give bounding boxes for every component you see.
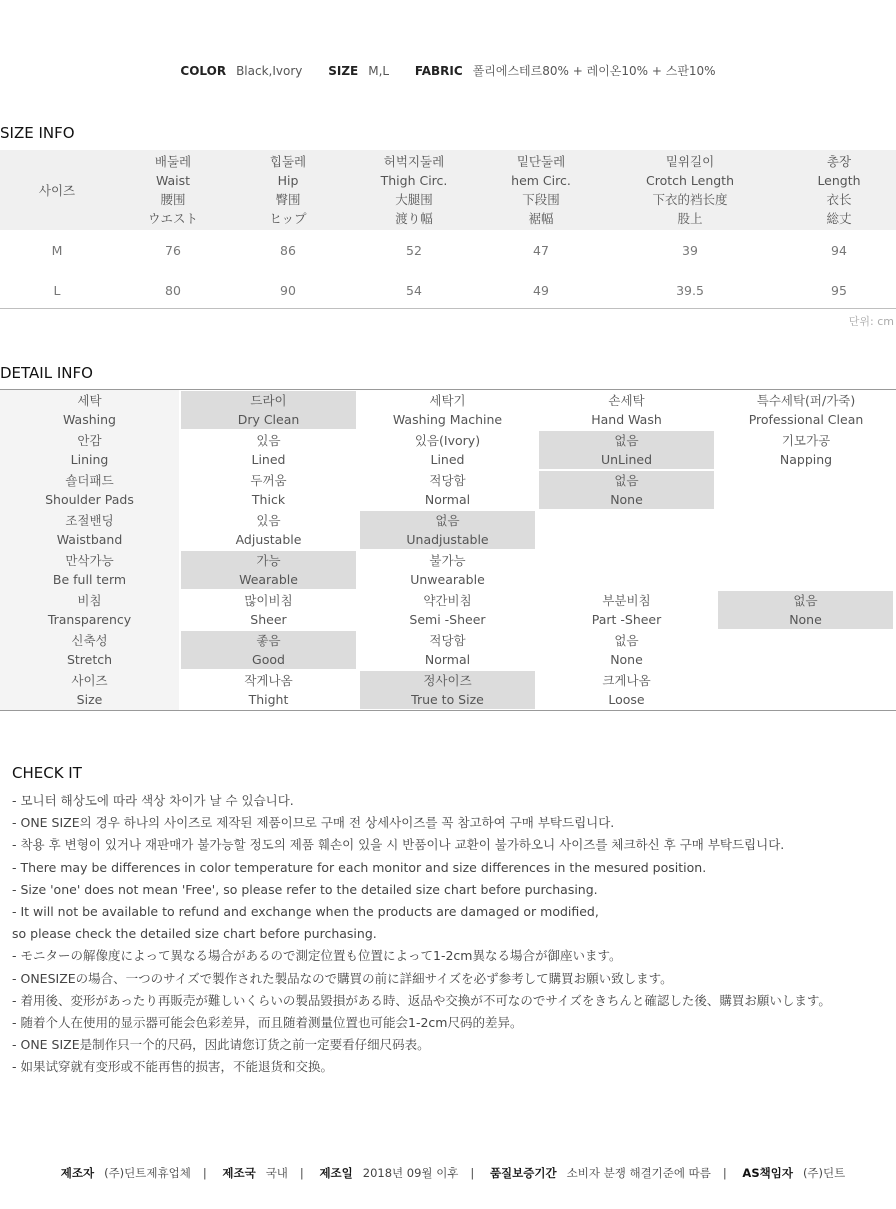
size-header-text: 下衣的裆长度 [652, 192, 728, 207]
divider [0, 308, 896, 309]
detail-option-cell [716, 550, 896, 590]
detail-option-cell [716, 430, 896, 470]
size-header-text: Crotch Length [645, 173, 735, 188]
size-header-cell [344, 150, 484, 230]
detail-option-cell [716, 670, 896, 710]
size-cell: M [51, 242, 63, 258]
size-header-cell [0, 150, 114, 230]
separator: | [722, 1166, 727, 1180]
size-cell: 39.5 [676, 282, 704, 298]
size-cell: 52 [406, 242, 422, 258]
size-cell: 47 [533, 242, 549, 258]
detail-row [0, 590, 896, 630]
size-header-text: 股上 [677, 211, 703, 226]
detail-selected-cell [360, 511, 535, 549]
separator: | [299, 1166, 304, 1180]
size-cell: 94 [831, 242, 847, 258]
detail-cell-text: 약간비침 [423, 593, 472, 608]
detail-cell-text: 만삭가능 [65, 553, 114, 568]
detail-cell-text: Stretch [66, 652, 113, 667]
detail-cell-text: Unwearable [410, 572, 485, 587]
size-header-text: 사이즈 [38, 182, 76, 198]
size-header-text: 腰围 [160, 192, 186, 207]
detail-label-cell [0, 670, 179, 710]
country-value: 국내 [265, 1166, 288, 1180]
detail-option-cell [179, 430, 358, 470]
color-label: COLOR [180, 64, 227, 78]
detail-selected-cell [360, 671, 535, 709]
detail-cell-text: 있음(Ivory) [414, 433, 481, 448]
detail-cell-text: 많이비침 [244, 593, 293, 608]
check-it-line: - ONESIZEの場合、一つのサイズで製作された製品なので購買の前に詳細サイズを必ず参考して購買お願い致します。 [12, 970, 673, 986]
detail-cell-text: Shoulder Pads [45, 492, 134, 507]
detail-cell-text: Waistband [56, 532, 123, 547]
warranty-label: 품질보증기간 [489, 1166, 557, 1180]
detail-selected-cell [539, 431, 714, 469]
detail-option-cell [179, 670, 358, 710]
detail-option-cell [537, 670, 716, 710]
detail-option-cell [716, 390, 896, 430]
product-info-line [0, 62, 896, 79]
detail-option-cell [358, 550, 537, 590]
detail-cell-text: Normal [424, 652, 471, 667]
detail-option-cell [716, 510, 896, 550]
unit-label: 단위: cm [848, 315, 894, 328]
size-header-cell [484, 150, 598, 230]
detail-option-cell [716, 470, 896, 510]
size-cell: 95 [831, 282, 847, 298]
detail-cell-text: 불가능 [429, 553, 466, 568]
detail-cell-text: Professional Clean [748, 412, 864, 427]
detail-label-cell [0, 510, 179, 550]
detail-selected-cell [539, 471, 714, 509]
detail-cell-text: 있음 [256, 513, 281, 528]
footer-info [0, 1165, 896, 1181]
date-value: 2018년 09월 이후 [362, 1166, 459, 1180]
size-header-text: 臀围 [275, 192, 301, 207]
check-it-line: - 如果试穿就有变形或不能再售的损害，不能退货和交换。 [12, 1059, 333, 1075]
detail-row [0, 510, 896, 550]
detail-row [0, 670, 896, 710]
size-info-title: SIZE INFO [0, 124, 75, 142]
check-it-line: - ONE SIZE의 경우 하나의 사이즈로 제작된 제품이므로 구매 전 상세사이즈를 꼭 참고하여 구매 부탁드립니다. [12, 815, 615, 831]
check-it-line: - ONE SIZE是制作只一个的尺码，因此请您订货之前一定要看仔细尺码表。 [12, 1037, 430, 1053]
detail-option-cell [537, 510, 716, 550]
table-row [0, 230, 896, 270]
detail-option-cell [537, 630, 716, 670]
detail-cell-text: 작게나옴 [244, 673, 293, 688]
size-header-text: 총장 [826, 154, 852, 169]
detail-cell-text: 특수세탁(퍼/가죽) [756, 393, 856, 408]
size-cell: 80 [165, 282, 181, 298]
detail-cell-text: 사이즈 [71, 673, 108, 688]
fabric-value: 폴리에스테르80% + 레이온10% + 스판10% [472, 64, 716, 78]
detail-cell-text: Sheer [250, 612, 287, 627]
detail-label-cell [0, 470, 179, 510]
size-header-text: 밑단둘레 [516, 154, 566, 169]
detail-label-cell [0, 550, 179, 590]
detail-cell-text: 드라이 [250, 393, 287, 408]
detail-cell-text: 없음 [435, 513, 460, 528]
check-it-title: CHECK IT [12, 764, 82, 782]
detail-cell-text: 적당함 [429, 633, 466, 648]
detail-row [0, 430, 896, 470]
size-header-text: 허벅지둘레 [383, 154, 445, 169]
detail-option-cell [179, 590, 358, 630]
maker-value: (주)딘트제휴업체 [104, 1166, 191, 1180]
size-header-text: 밑위길이 [665, 154, 715, 169]
fabric-label: FABRIC [414, 64, 463, 78]
maker-label: 제조자 [60, 1166, 95, 1180]
detail-cell-text: Size [76, 692, 103, 707]
size-header-text: Length [817, 173, 861, 188]
size-header-text: 大腿围 [395, 192, 433, 207]
warranty-value: 소비자 분쟁 해결기준에 따름 [566, 1166, 711, 1180]
detail-cell-text: 두꺼움 [250, 473, 287, 488]
size-cell: 90 [280, 282, 296, 298]
detail-label-cell [0, 430, 179, 470]
size-header-text: Waist [155, 173, 191, 188]
size-header-text: Hip [277, 173, 299, 188]
detail-cell-text: 없음 [614, 473, 639, 488]
detail-cell-text: Hand Wash [591, 412, 662, 427]
detail-option-cell [358, 470, 537, 510]
check-it-line: - There may be differences in color temperature for each monitor and size differences in the mesured position. [12, 859, 707, 875]
detail-cell-text: 없음 [793, 593, 818, 608]
size-cell: L [53, 282, 61, 298]
detail-option-cell [716, 630, 896, 670]
detail-cell-text: Thight [248, 692, 289, 707]
detail-cell-text: 가능 [256, 553, 281, 568]
size-header-cell [782, 150, 896, 230]
detail-cell-text: 적당함 [429, 473, 466, 488]
detail-row [0, 390, 896, 430]
detail-cell-text: Washing [63, 412, 116, 427]
separator: | [202, 1166, 207, 1180]
size-cell: 76 [165, 242, 181, 258]
check-it-line: - モニターの解像度によって異なる場合があるので測定位置も位置によって1-2cm異なる場合が御座います。 [12, 948, 622, 964]
detail-cell-text: Transparency [47, 612, 132, 627]
size-header-text: 渡り幅 [395, 211, 433, 226]
size-table [0, 150, 896, 310]
detail-cell-text: Semi -Sheer [409, 612, 486, 627]
detail-cell-text: 기모가공 [781, 433, 831, 448]
detail-option-cell [358, 430, 537, 470]
detail-selected-cell [181, 551, 356, 589]
check-it-list [12, 790, 831, 1079]
detail-option-cell [358, 590, 537, 630]
detail-cell-text: 없음 [614, 433, 639, 448]
detail-selected-cell [718, 591, 893, 629]
size-header-text: 下段围 [522, 192, 560, 207]
detail-row [0, 630, 896, 670]
detail-selected-cell [181, 631, 356, 669]
detail-cell-text: None [610, 492, 643, 507]
size-header-cell [598, 150, 782, 230]
detail-cell-text: Lined [430, 452, 465, 467]
detail-option-cell [537, 550, 716, 590]
size-header-text: 衣长 [826, 192, 852, 207]
size-cell: 54 [406, 282, 422, 298]
detail-label-cell [0, 630, 179, 670]
detail-row [0, 550, 896, 590]
detail-cell-text: None [789, 612, 822, 627]
size-cell: 49 [533, 282, 549, 298]
detail-row [0, 470, 896, 510]
detail-cell-text: 조절밴딩 [65, 513, 114, 528]
check-it-line: - Size 'one' does not mean 'Free', so please refer to the detailed size chart before purchasing. [12, 881, 598, 897]
size-cell: 39 [682, 242, 698, 258]
detail-cell-text: Part -Sheer [591, 612, 662, 627]
size-value: M,L [368, 64, 390, 78]
check-it-line: - 모니터 해상도에 따라 색상 차이가 날 수 있습니다. [12, 793, 294, 808]
detail-cell-text: 손세탁 [608, 393, 645, 408]
size-header-text: 배둘레 [154, 154, 192, 169]
detail-cell-text: 세탁기 [429, 393, 466, 408]
check-it-line: - 着用後、変形があったり再販売が難しいくらいの製品毀損がある時、返品や交換が不可なのでサイズをきちんと確認した後、購買お願いします。 [12, 992, 831, 1008]
detail-cell-text: Loose [608, 692, 645, 707]
detail-cell-text: Lined [251, 452, 286, 467]
detail-cell-text: Dry Clean [237, 412, 300, 427]
detail-cell-text: UnLined [600, 452, 653, 467]
detail-cell-text: Normal [424, 492, 471, 507]
detail-selected-cell [181, 391, 356, 429]
detail-cell-text: 정사이즈 [423, 673, 472, 688]
detail-label-cell [0, 590, 179, 630]
detail-cell-text: 신축성 [71, 633, 108, 648]
detail-cell-text: Lining [70, 452, 109, 467]
detail-cell-text: 크게나옴 [602, 673, 651, 688]
detail-cell-text: Be full term [52, 572, 127, 587]
detail-cell-text: 세탁 [77, 393, 102, 408]
detail-cell-text: 좋음 [256, 633, 281, 648]
check-it-line: - 随着个人在使用的显示器可能会色彩差异，而且随着测量位置也可能会1-2cm尺码的差异。 [12, 1015, 523, 1031]
size-header-text: 総丈 [826, 211, 852, 226]
check-it-line: - 착용 후 변형이 있거나 재판매가 불가능할 정도의 제품 훼손이 있을 시 반품이나 교환이 불가하오니 사이즈를 체크하신 후 구매 부탁드립니다. [12, 837, 785, 853]
detail-cell-text: 안감 [77, 433, 102, 448]
detail-label-cell [0, 390, 179, 430]
detail-info-title: DETAIL INFO [0, 364, 93, 382]
detail-option-cell [537, 390, 716, 430]
size-cell: 86 [280, 242, 296, 258]
country-label: 제조국 [222, 1166, 256, 1180]
date-label: 제조일 [319, 1166, 353, 1180]
size-header-cell [114, 150, 232, 230]
detail-cell-text: Adjustable [235, 532, 302, 547]
size-label: SIZE [328, 64, 359, 78]
size-header-text: ヒップ [269, 211, 307, 226]
check-it-line: - It will not be available to refund and exchange when the products are damaged or modified, [12, 904, 599, 920]
table-row [0, 270, 896, 310]
size-header-text: ウエスト [147, 211, 198, 226]
as-value: (주)딘트 [802, 1166, 846, 1180]
detail-cell-text: Washing Machine [392, 412, 503, 427]
size-header-text: Thigh Circ. [380, 173, 448, 188]
size-header-text: 힙둘레 [269, 154, 307, 169]
detail-cell-text: 비침 [77, 593, 102, 608]
detail-cell-text: None [610, 652, 643, 667]
size-header-cell [232, 150, 344, 230]
detail-cell-text: Wearable [239, 572, 298, 587]
detail-option-cell [179, 510, 358, 550]
detail-option-cell [358, 630, 537, 670]
detail-option-cell [358, 390, 537, 430]
check-it-line: so please check the detailed size chart before purchasing. [12, 926, 377, 942]
detail-cell-text: True to Size [411, 692, 484, 707]
detail-cell-text: Unadjustable [406, 532, 489, 547]
as-label: AS책임자 [742, 1166, 793, 1180]
detail-cell-text: 없음 [614, 633, 639, 648]
detail-option-cell [537, 590, 716, 630]
size-table-header [0, 150, 896, 230]
detail-table [0, 389, 896, 711]
size-header-text: hem Circ. [511, 173, 571, 188]
color-value: Black,Ivory [236, 64, 303, 78]
size-header-text: 裾幅 [528, 211, 554, 226]
detail-cell-text: 부분비침 [602, 593, 651, 608]
detail-cell-text: Good [252, 652, 285, 667]
detail-cell-text: Napping [779, 452, 833, 467]
detail-option-cell [179, 470, 358, 510]
separator: | [470, 1166, 475, 1180]
detail-cell-text: Thick [251, 492, 286, 507]
detail-cell-text: 숄더패드 [65, 473, 114, 488]
detail-cell-text: 있음 [256, 433, 281, 448]
